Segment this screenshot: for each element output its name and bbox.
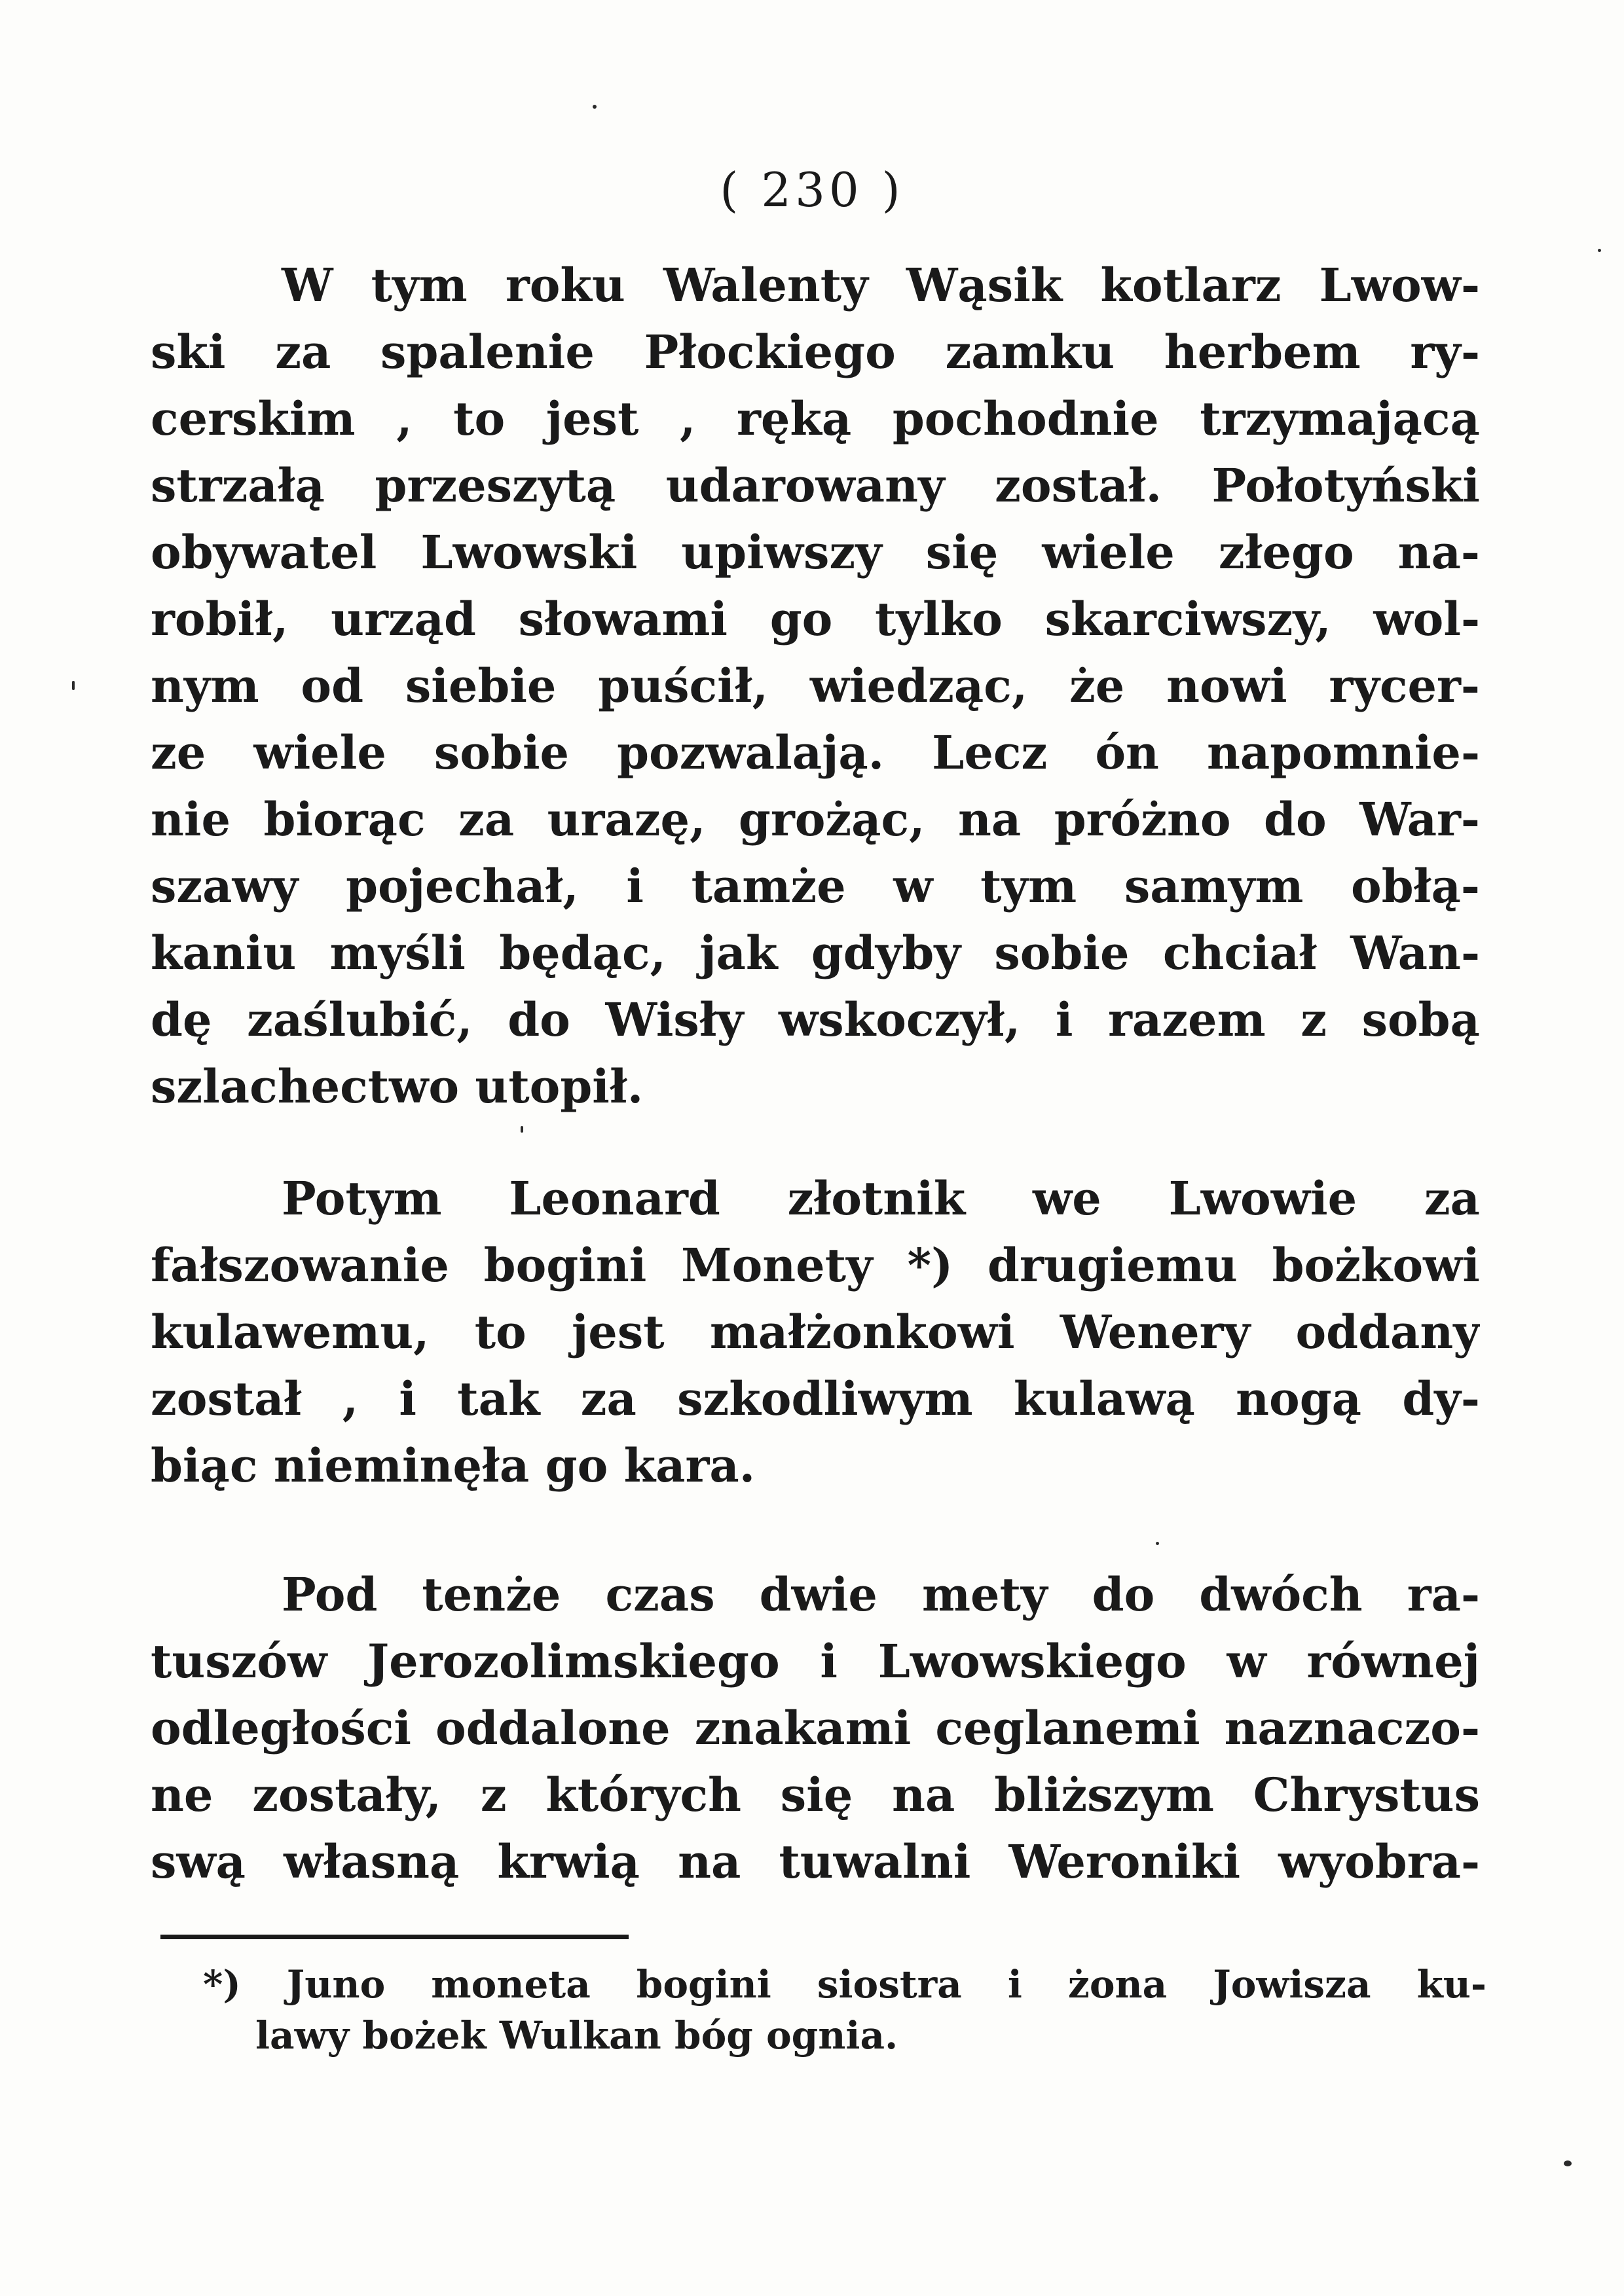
text-line: Pod tenże czas dwie mety do dwóch ra- [282, 1567, 1480, 1622]
text-line: dę zaślubić, do Wisły wskoczył, i razem z sobą [151, 993, 1480, 1047]
text-line: ski za spalenie Płockiego zamku herbem ry- [151, 325, 1480, 379]
print-speck [593, 105, 597, 109]
text-line: szlachectwo utopił. [151, 1059, 644, 1114]
text-line: nym od siebie puścił, wiedząc, że nowi rycer- [151, 659, 1480, 713]
text-line: ne zostały, z których się na bliższym Chrystus [151, 1768, 1480, 1822]
paragraph-1 [151, 252, 1480, 1120]
paragraph-2 [151, 1165, 1480, 1499]
text-line: biąc nieminęła go kara. [151, 1438, 756, 1493]
print-speck [1156, 1542, 1159, 1545]
text-line: strzałą przeszytą udarowany został. Połotyński [151, 458, 1480, 513]
footnote-divider [160, 1935, 629, 1939]
text-line: został , i tak za szkodliwym kulawą nogą dy- [151, 1372, 1480, 1426]
text-line: nie biorąc za urazę, grożąc, na próżno do War- [151, 792, 1480, 847]
footnote [203, 1959, 1486, 2061]
text-line: Potym Leonard złotnik we Lwowie za [282, 1171, 1480, 1226]
print-speck [1564, 2160, 1572, 2166]
text-line: tuszów Jerozolimskiego i Lwowskiego w równej [151, 1634, 1480, 1688]
print-speck [1598, 249, 1601, 252]
text-line: kulawemu, to jest małżonkowi Wenery oddany [151, 1305, 1480, 1359]
print-speck [521, 1126, 523, 1133]
print-speck [72, 681, 75, 690]
text-line: cerskim , to jest , ręką pochodnie trzymającą [151, 392, 1480, 446]
footnote-line: lawy bożek Wulkan bóg ognia. [255, 2013, 898, 2058]
footnote-line: *) Juno moneta bogini siostra i żona Jowisza ku- [203, 1962, 1486, 2007]
text-line: ze wiele sobie pozwalają. Lecz ón napomnie- [151, 725, 1480, 780]
text-line: robił, urząd słowami go tylko skarciwszy, wol- [151, 592, 1480, 646]
text-line: kaniu myśli będąc, jak gdyby sobie chciał Wan- [151, 926, 1480, 980]
text-line: fałszowanie bogini Monety *) drugiemu bożkowi [151, 1238, 1480, 1292]
page-number: ( 230 ) [720, 162, 904, 217]
text-line: W tym roku Walenty Wąsik kotlarz Lwow- [282, 258, 1480, 312]
text-line: szawy pojechał, i tamże w tym samym obłą- [151, 859, 1480, 913]
text-line: swą własną krwią na tuwalni Weroniki wyobra- [151, 1834, 1480, 1889]
paragraph-3 [151, 1561, 1480, 1895]
text-line: odległości oddalone znakami ceglanemi naznaczo- [151, 1701, 1480, 1755]
text-line: obywatel Lwowski upiwszy się wiele złego na- [151, 525, 1480, 579]
